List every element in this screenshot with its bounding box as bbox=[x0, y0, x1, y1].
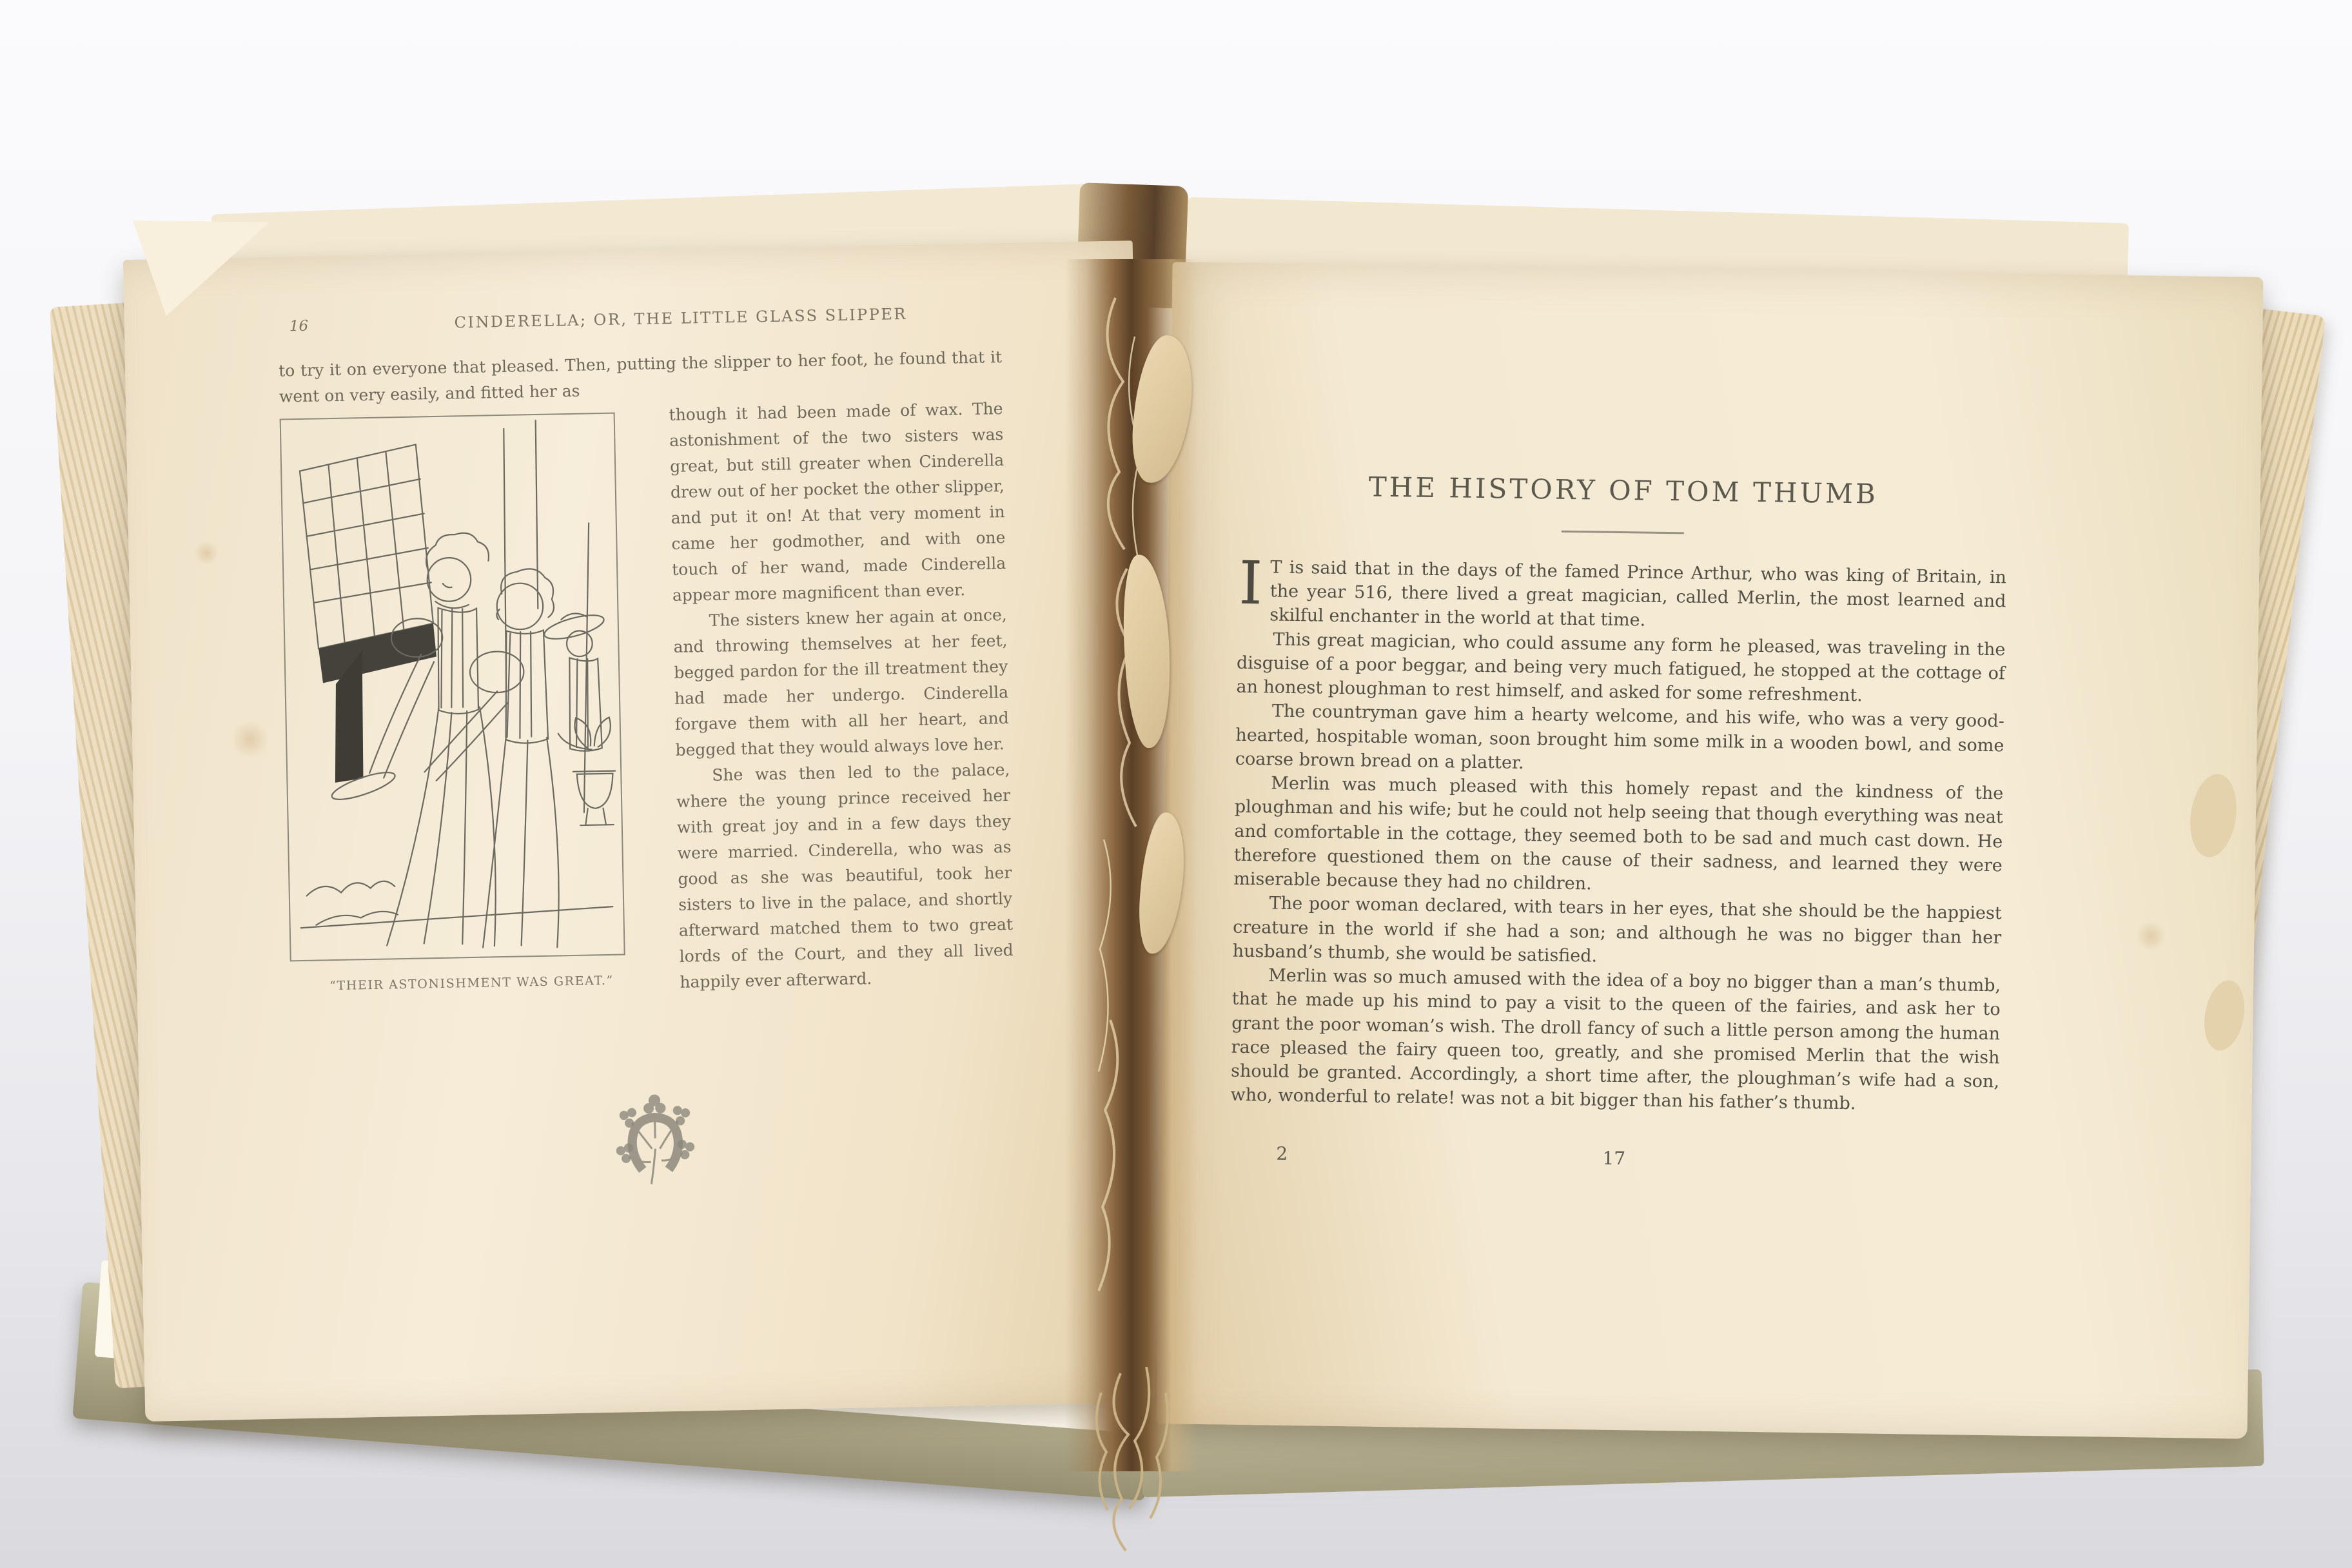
cinderella-paragraph-2: The sisters knew her again at once, and throwing themselves at her feet, begged pardon for the ill treatment they had made her undergo. Cinderella forgave them with all her heart, and begged that they would always love her. bbox=[673, 605, 1010, 760]
tom-thumb-paragraph-1 bbox=[1237, 548, 2007, 638]
title-rule bbox=[1562, 531, 1684, 534]
left-page-number: 16 bbox=[289, 317, 309, 335]
cinderella-paragraph-3: She was then led to the palace, where the young prince received her with great joy and in a few days they were married. Cinderella, who was as good as she was beautiful, took her sisters to live in the palace, and shortly afterward matched them to two great lords of the Court, and they all lived happily ever afterward. bbox=[676, 760, 1014, 992]
tom-thumb-paragraph-3: The countryman gave him a hearty welcome, and his wife, who was a very good-hearted, hospitable woman, soon brought him some milk in a wooden bowl, and some coarse brown bread on a platter. bbox=[1235, 701, 2005, 773]
cinderella-paragraph-continuation: though it had been made of wax. The astonishment of the two sisters was great, but still greater when Cinderella drew out of her pocket the other slipper, and put it on! At that very moment in came her godmother, and with one touch of her wand, made Cinderella appear more magnificent than ever. bbox=[669, 398, 1006, 605]
frayed-binding-threads-icon bbox=[1024, 1367, 1230, 1560]
drop-cap: I bbox=[1238, 548, 1263, 618]
tom-thumb-paragraph-5: The poor woman declared, with tears in her eyes, that she should be the happiest creature in the world if she had a son; and although he was no bigger than her husband’s thumb, she would be satisfied. bbox=[1232, 893, 2002, 966]
foxing-spot bbox=[2134, 922, 2168, 950]
tom-thumb-paragraph-6: Merlin was so much amused with the idea of a boy no bigger than a man’s thumb, that he made up his mind to pay a visit to the queen of the fairies, and ask her to grant the poor woman’s wish. The droll fancy of such a little person among the human race pleased the fairy queen too, greatly, and she promised Merlin that the wish should be granted. Accordingly, a short time after, the ploughman’s wife had a son, who, wonderful to relate! was not a bit bigger than his father’s thumb. bbox=[1230, 965, 2001, 1114]
right-page-text-block bbox=[1230, 320, 2010, 1180]
tom-thumb-paragraph-4: Merlin was much pleased with this homely repast and the kindness of the ploughman and his wife; but he could not help seeing that though everything was neat and comfortable in the cottage, they seemed both to be sad and much cast down. He therefore questioned them on the cause of their sadness, and learned they were miserable because they had no children. bbox=[1233, 773, 2004, 894]
left-page-header bbox=[277, 300, 1001, 338]
horseshoe-clover-ornament-icon bbox=[612, 1092, 699, 1191]
sisters-at-window-illustration-svg bbox=[281, 413, 624, 960]
header-spacer bbox=[975, 317, 1001, 318]
right-page[interactable] bbox=[1157, 262, 2264, 1438]
illustration-frame bbox=[280, 412, 625, 961]
tom-thumb-paragraph-1-text: T is said that in the days of the famed Prince Arthur, who was king of Britain, in the year 516, there lived a great magician, called Merlin, the most learned and skilful enchanter in the world at that time. bbox=[1269, 557, 2007, 631]
left-page[interactable] bbox=[123, 240, 1155, 1422]
tom-thumb-paragraph-2: This great magician, who could assume any form he pleased, was traveling in the disguise of a poor beggar, and being very much fatigued, he stopped at the cottage of an honest ploughman to rest himself, and asked for some refreshment. bbox=[1236, 629, 2006, 706]
cinderella-intro-lines: to try it on everyone that pleased. Then, putting the slipper to her foot, he found that it went on very easily, and fitted her as bbox=[278, 347, 1003, 406]
right-page-footer bbox=[1230, 1141, 1998, 1180]
foxing-spot bbox=[230, 722, 271, 757]
left-page-text-block bbox=[277, 300, 1017, 1197]
right-page-number: 17 bbox=[1602, 1147, 1626, 1169]
story-illustration bbox=[280, 412, 653, 997]
signature-mark: 2 bbox=[1276, 1142, 1288, 1164]
illustration-caption: “THEIR ASTONISHMENT WAS GREAT.” bbox=[329, 973, 614, 994]
chapter-title: THE HISTORY OF TOM THUMB bbox=[1368, 471, 1879, 510]
left-running-title: CINDERELLA; OR, THE LITTLE GLASS SLIPPER bbox=[454, 304, 908, 332]
foxing-spot bbox=[193, 542, 219, 565]
